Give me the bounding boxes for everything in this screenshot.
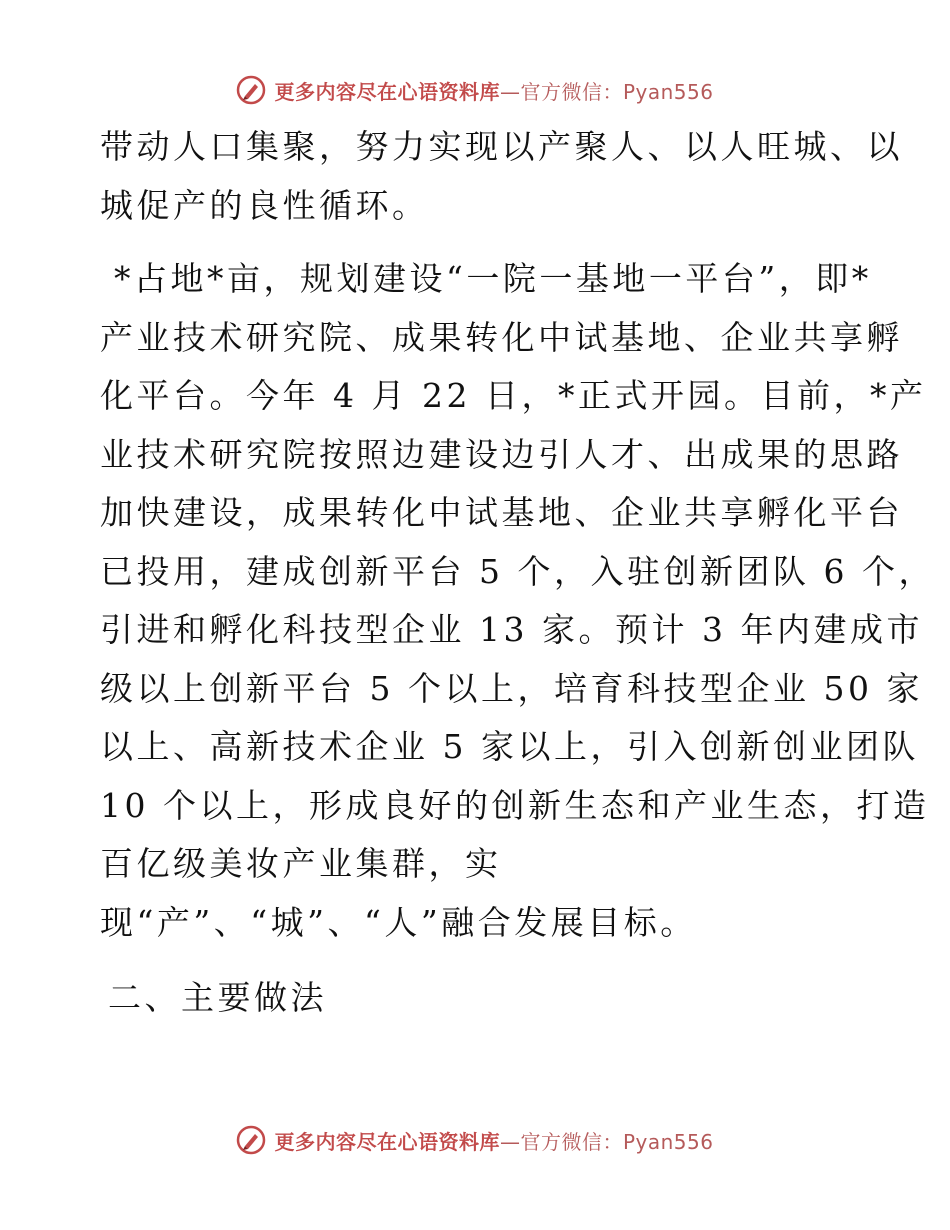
text-line: 以上、高新技术企业 5 家以上，引入创新创业团队 [100,727,919,766]
header-watermark [0,70,950,110]
text-line: 现“产”、“城”、“人”融合发展目标。 [100,902,697,942]
watermark-text [274,76,713,105]
text-line: 10 个以上，形成良好的创新生态和产业生态，打造 [100,785,930,825]
text-line: 化平台。今年 4 月 22 日，*正式开园。目前，*产 [100,376,927,415]
text-line: 带动人口集聚，努力实现以产聚人、以人旺城、以 [100,127,903,166]
text-line: 百亿级美妆产业集群，实 [100,844,502,883]
text-line: 业技术研究院按照边建设边引人才、出成果的思路 [100,434,903,474]
text-line: 引进和孵化科技型企业 13 家。预计 3 年内建成市 [100,610,923,649]
section-heading: 二、主要做法 [108,978,327,1017]
text-line: 级以上创新平台 5 个以上，培育科技型企业 50 家 [100,668,923,708]
footer-watermark [0,1120,950,1160]
watermark-text [274,1126,713,1155]
watermark-text-plain: —官方微信：Pyan556 [499,1129,714,1154]
text-line: 已投用，建成创新平台 5 个，入驻创新团队 6 个， [100,551,935,591]
paragraph-2 [100,250,935,952]
watermark-text-plain: —官方微信：Pyan556 [499,79,714,104]
watermark-text-bold: 更多内容尽在心语资料库 [274,1129,500,1154]
paragraph-1 [100,118,903,235]
text-line: 产业技术研究院、成果转化中试基地、企业共享孵 [100,317,903,357]
text-line: 城促产的良性循环。 [100,185,429,225]
pen-logo-icon [236,75,266,105]
pen-logo-icon [236,1125,266,1155]
watermark-text-bold: 更多内容尽在心语资料库 [274,79,500,104]
text-line: *占地*亩，规划建设“一院一基地一平台”，即* [100,259,872,298]
text-line: 加快建设，成果转化中试基地、企业共享孵化平台 [100,493,903,532]
document-body [100,118,935,1028]
